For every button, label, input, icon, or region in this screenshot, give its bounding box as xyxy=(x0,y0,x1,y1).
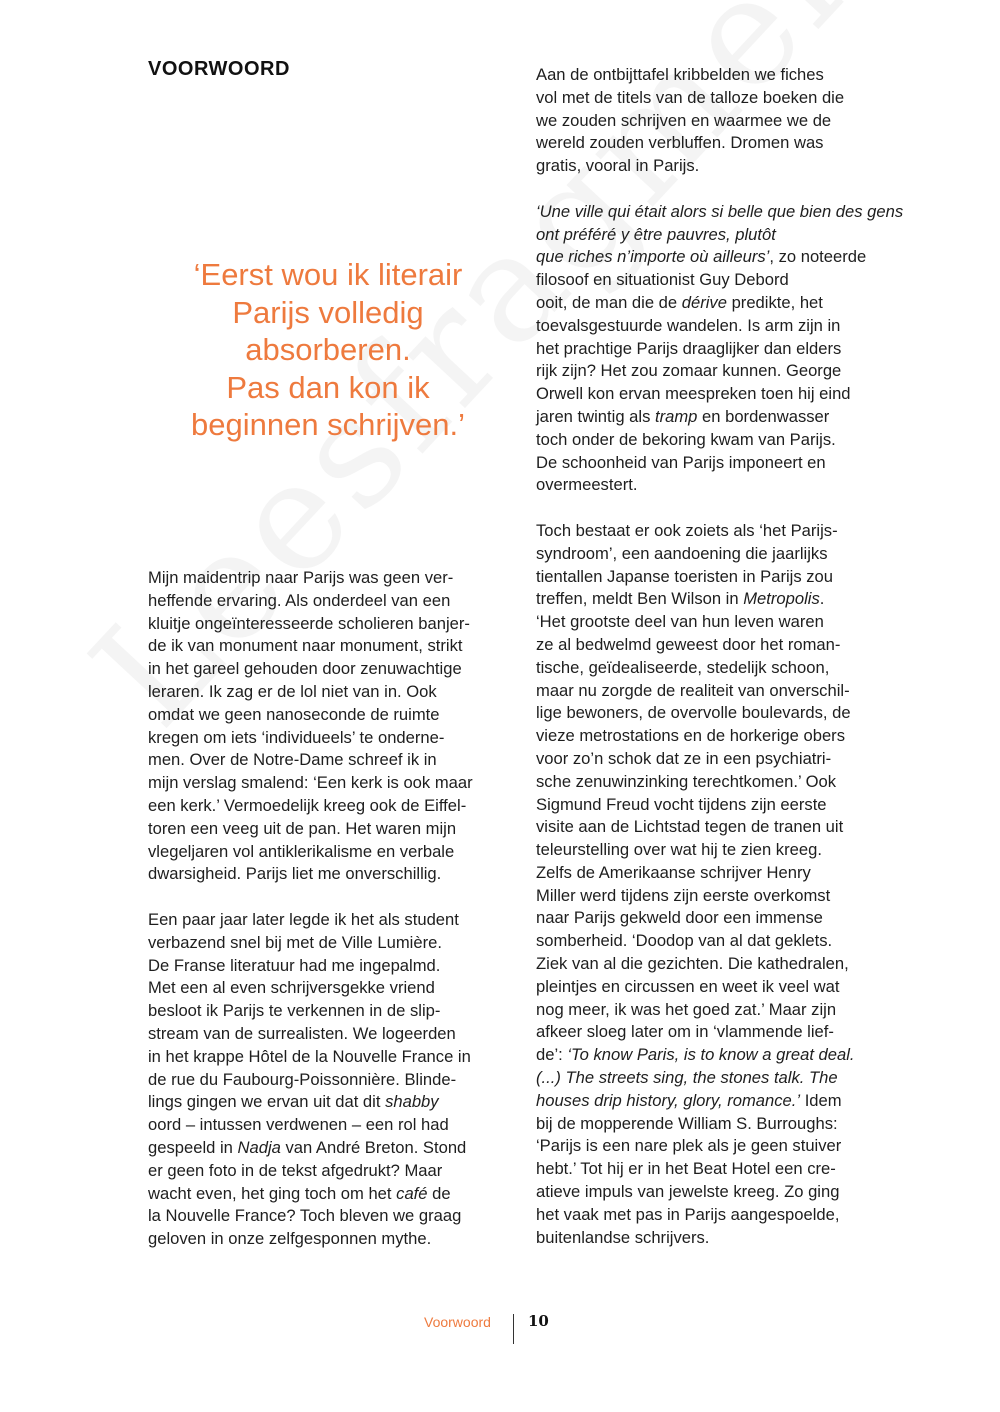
paragraph xyxy=(148,909,513,1251)
italic-run: Nadja xyxy=(237,1137,281,1157)
text-line: men. Over de Notre-Dame schreef ik in xyxy=(148,750,437,770)
text-line: afkeer sloeg later om in ‘vlammende lief- xyxy=(536,1022,834,1042)
left-column xyxy=(148,567,513,1251)
text-line: rijk zijn? Het zou zomaar kunnen. George xyxy=(536,361,842,381)
text-run: en bordenwasser xyxy=(697,406,830,426)
text-line: Miller werd tijdens zijn eerste overkomst xyxy=(536,885,831,905)
text-line: toren een veeg uit de pan. Het waren mijn xyxy=(148,818,457,838)
text-line: Mijn maidentrip naar Parijs was geen ver- xyxy=(148,568,454,587)
pull-quote-line: ‘Eerst wou ik literair xyxy=(193,257,463,292)
text-line: het prachtige Parijs draaglijker dan elders xyxy=(536,338,842,358)
text-line xyxy=(536,292,906,315)
text-line: er geen foto in de tekst afgedrukt? Maar xyxy=(148,1160,443,1180)
text-line: Een paar jaar later legde ik het als student xyxy=(148,909,459,929)
text-line xyxy=(536,588,906,611)
text-line: kregen om iets ‘individueels’ te onderne- xyxy=(148,727,445,747)
text-line: voor zo’n schok dat ze in een psychiatri- xyxy=(536,748,832,768)
paragraph xyxy=(536,201,906,497)
text-run: treffen, meldt Ben Wilson in xyxy=(536,589,744,609)
text-run: de xyxy=(427,1183,451,1203)
italic-run: tramp xyxy=(654,406,698,426)
text-line xyxy=(148,1137,513,1160)
text-line: Toch bestaat er ook zoiets als ‘het Parijs- xyxy=(536,520,838,540)
italic-run: dérive xyxy=(681,292,727,312)
text-line: maar nu zorgde de realiteit van onverschil- xyxy=(536,680,850,700)
italic-run: shabby xyxy=(385,1092,439,1112)
italic-run: que riches n’importe où ailleurs’ xyxy=(536,247,770,267)
text-line: Orwell kon ervan meespreken toen hij eind xyxy=(536,384,851,404)
text-line: in het gareel gehouden door zenuwachtige xyxy=(148,659,462,679)
text-run: de’: xyxy=(536,1045,568,1065)
text-line: ze al bedwelmd geweest door het roman- xyxy=(536,634,841,654)
text-line: leraren. Ik zag er de lol niet van in. Ook xyxy=(148,681,437,701)
text-line xyxy=(148,1091,513,1114)
paragraph xyxy=(148,567,513,886)
text-line xyxy=(536,1044,906,1067)
text-line: Ziek van al die gezichten. Die kathedralen, xyxy=(536,954,849,974)
text-line: Aan de ontbijttafel kribbelden we fiches xyxy=(536,65,824,84)
text-line: la Nouvelle France? Toch bleven we graag xyxy=(148,1206,462,1226)
text-line: kluitje ongeïnteresseerde scholieren banjer- xyxy=(148,613,470,633)
text-run: gespeeld in xyxy=(148,1137,238,1157)
text-line: vieze metrostations en de horkerige obers xyxy=(536,726,845,746)
text-line: tientallen Japanse toeristen in Parijs zou xyxy=(536,566,834,586)
text-line: overmeestert. xyxy=(536,475,638,495)
italic-run: houses drip history, glory, romance.’ xyxy=(536,1090,801,1110)
text-line: Zelfs de Amerikaanse schrijver Henry xyxy=(536,862,811,882)
text-line: de ik van monument naar monument, strikt xyxy=(148,636,463,656)
text-line: somberheid. ‘Doodop van al dat geklets. xyxy=(536,931,833,951)
pull-quote-line: Parijs volledig xyxy=(232,294,424,330)
pull-quote-line: Pas dan kon ik xyxy=(226,369,430,405)
text-line: nog meer, ik was het goed zat.’ Maar zijn xyxy=(536,999,837,1019)
text-line: naar Parijs gekweld door een immense xyxy=(536,908,823,928)
text-line: verbazend snel bij met de Ville Lumière. xyxy=(148,932,442,952)
text-line: Met een al even schrijversgekke vriend xyxy=(148,978,435,998)
text-line: hebt.’ Tot hij er in het Beat Hotel een cre- xyxy=(536,1159,836,1179)
text-line: teleurstelling over wat hij te zien kreeg. xyxy=(536,840,822,860)
text-line: mijn verslag smalend: ‘Een kerk is ook maar xyxy=(148,773,473,793)
text-line: bij de mopperende William S. Burroughs: xyxy=(536,1113,838,1133)
text-line: lige bewoners, de overvolle boulevards, de xyxy=(536,703,851,723)
text-line: geloven in onze zelfgesponnen mythe. xyxy=(148,1229,432,1249)
page-number: 10 xyxy=(528,1312,549,1330)
right-column xyxy=(536,64,906,1249)
pull-quote-line: beginnen schrijven.’ xyxy=(190,407,465,442)
text-line: syndroom’, een aandoening die jaarlijks xyxy=(536,543,828,563)
footer-divider xyxy=(513,1314,514,1344)
text-line xyxy=(536,1090,906,1113)
text-run: wacht even, het ging toch om het xyxy=(148,1183,397,1203)
footer-section-label: Voorwoord xyxy=(424,1314,491,1330)
section-heading: VOORWOORD xyxy=(148,58,290,80)
text-line: De schoonheid van Parijs imponeert en xyxy=(536,452,826,472)
text-line: visite aan de Lichtstad tegen de tranen uit xyxy=(536,817,844,837)
text-line: we zouden schrijven en waarmee we de xyxy=(536,110,832,130)
text-line: gratis, vooral in Parijs. xyxy=(536,156,700,176)
text-run: lings gingen we ervan uit dat dit xyxy=(148,1092,386,1112)
text-line: pleintjes en circussen en weet ik veel wat xyxy=(536,976,840,996)
text-line: de rue du Faubourg-Poissonnière. Blinde- xyxy=(148,1069,457,1089)
text-line: vlegeljaren vol antiklerikalisme en verbale xyxy=(148,841,455,861)
paragraph xyxy=(536,64,906,178)
text-line: wereld zouden verbluffen. Dromen was xyxy=(536,133,824,153)
text-line: stream van de surrealisten. We logeerden xyxy=(148,1023,456,1043)
text-line: oord – intussen verdwenen – een rol had xyxy=(148,1115,449,1135)
text-line: toch onder de bekoring kwam van Parijs. xyxy=(536,429,836,449)
text-line: filosoof en situationist Guy Debord xyxy=(536,270,789,290)
text-line: heffende ervaring. Als onderdeel van een xyxy=(148,590,451,610)
italic-run: Metropolis xyxy=(743,589,820,609)
text-line: het vaak met pas in Parijs aangespoelde, xyxy=(536,1204,840,1224)
italic-run: café xyxy=(396,1183,428,1203)
text-line: omdat we geen nanoseconde de ruimte xyxy=(148,704,440,724)
text-run: ooit, de man die de xyxy=(536,292,682,312)
italic-line: des gens ont préféré y être pauvres, plutôt xyxy=(536,201,904,244)
text-line: buitenlandse schrijvers. xyxy=(536,1227,710,1247)
text-line: besloot ik Parijs te verkennen in de slip- xyxy=(148,1001,441,1021)
text-line: De Franse literatuur had me ingepalmd. xyxy=(148,955,441,975)
italic-line: ‘Une ville qui était alors si belle que bien xyxy=(536,201,832,221)
italic-line: (...) The streets sing, the stones talk. The xyxy=(536,1068,838,1088)
text-line: een kerk.’ Vermoedelijk kreeg ook de Eiffel- xyxy=(148,795,467,815)
text-line: dwarsigheid. Parijs liet me onverschillig. xyxy=(148,864,442,884)
italic-run: ‘To know Paris, is to know a great deal. xyxy=(567,1045,855,1065)
text-run: van André Breton. Stond xyxy=(280,1137,467,1157)
text-line: Sigmund Freud vocht tijdens zijn eerste xyxy=(536,794,827,814)
text-line: vol met de titels van de talloze boeken die xyxy=(536,87,845,107)
text-line: tische, geïdealiseerde, stedelijk schoon, xyxy=(536,657,830,677)
text-line: in het krappe Hôtel de la Nouvelle France in xyxy=(148,1046,471,1066)
text-run: Idem xyxy=(800,1090,842,1110)
pull-quote-line: absorberen. xyxy=(245,332,411,367)
text-run: , zo noteerde xyxy=(769,247,867,267)
text-line xyxy=(536,406,906,429)
text-line: ‘Parijs is een nare plek als je geen stuiver xyxy=(536,1136,842,1156)
text-line: atieve impuls van jewelste kreeg. Zo ging xyxy=(536,1182,840,1202)
text-run: jaren twintig als xyxy=(536,406,655,426)
text-line xyxy=(148,1183,513,1206)
text-run: predikte, het xyxy=(726,292,823,312)
paragraph-spacer xyxy=(536,497,906,520)
paragraph xyxy=(536,520,906,1250)
text-line: toevalsgestuurde wandelen. Is arm zijn in xyxy=(536,315,841,335)
text-run: . xyxy=(819,589,825,609)
pull-quote xyxy=(148,256,508,444)
text-line xyxy=(536,246,906,269)
text-line: sche zenuwinzinking terechtkomen.’ Ook xyxy=(536,771,837,791)
text-line: ‘Het grootste deel van hun leven waren xyxy=(536,612,824,632)
